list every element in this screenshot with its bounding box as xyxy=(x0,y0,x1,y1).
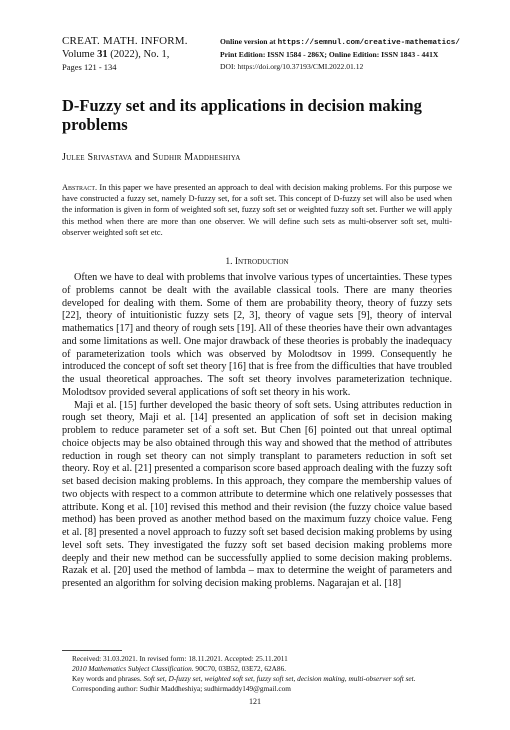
online-label: Online version at xyxy=(220,37,278,46)
paragraph: Maji et al. [15] further developed the basic theory of soft sets. Using attributes reduction in rough set theory, Maji et al. [14] presented an application of soft set in decision making problem to reduce parameter set of a soft set. But Chen [6] pointed out that unreal optimal choice objects may be also obtained through this way and showed that the method of attributes reduction in rough set theory can not simply transplant to parameters reduction in soft set theory. Roy et al. [21] presented a comparison score based approach dealing with the fuzzy soft set based decision making problems. In this approach, they compare the membership values of two objects with respect to a common attribute to determine which one relatively possesses that attribute. Kong et al. [10] revised this method and their revision (the fuzzy choice value based method) has been proved as another method based on the maximum fuzzy choice value. Feng et al. [8] presented a novel approach to fuzzy soft set based decision making problems by using level soft sets. They investigated the fuzzy soft set based decision making problems more deeply and their new method can be successfully applied to some decision making problems. Razak et al. [20] used the method of lambda – max to determine the weight of parameters and presented an algorithm for solving decision making problems. Nagarajan et al. [18] xyxy=(62,399,452,589)
author-1: Julee Srivastava xyxy=(62,152,133,163)
section-heading: 1. Introduction xyxy=(225,257,289,267)
abstract-text: In this paper we have presented an approach to deal with decision making problems. For this purpose we have constructed a fuzzy set, namely D-fuzzy set, for a soft set. This concept of D-fuzzy set will also be used when the information is given in form of weighted soft set, fuzzy soft set or weighted fuzzy soft set. Further we will apply this method when there are more than one observer. We will define such sets as multi-observer soft set, multi-observer weighted soft set etc. xyxy=(62,183,452,237)
publication-info xyxy=(220,36,470,73)
issn-line: Print Edition: ISSN 1584 - 286X; Online Edition: ISSN 1843 - 441X xyxy=(220,50,439,59)
online-url[interactable]: https://semnul.com/creative-mathematics/ xyxy=(277,39,460,47)
journal-info xyxy=(62,35,212,74)
footnote-rule xyxy=(62,650,122,651)
msc-classification: 2010 Mathematics Subject Classification. 90C70, 03B52, 03E72, 62A86. xyxy=(72,664,287,673)
page-number: 121 xyxy=(249,697,261,706)
author-line xyxy=(62,152,452,163)
paper-title: D-Fuzzy set and its applications in decision making problems xyxy=(62,96,422,134)
footnotes xyxy=(62,654,452,694)
volume-number: 31 xyxy=(97,49,108,60)
journal-name: CREAT. MATH. INFORM. xyxy=(62,35,188,47)
received-dates: Received: 31.03.2021. In revised form: 18.11.2021. Accepted: 25.11.2011 xyxy=(72,654,288,663)
volume-suffix: (2022), No. 1, xyxy=(107,49,170,60)
corresponding-author: Corresponding author: Sudhir Maddheshiya; sudhirmaddy149@gmail.com xyxy=(72,684,291,693)
online-version xyxy=(220,36,470,49)
volume-line xyxy=(62,48,212,61)
page-range: Pages 121 - 134 xyxy=(62,62,117,72)
abstract-heading: Abstract. xyxy=(62,183,98,192)
keywords: Key words and phrases. Soft set, D-fuzzy set, weighted soft set, fuzzy soft set, decision making, multi-observer soft set. xyxy=(72,674,416,683)
body-text xyxy=(62,272,452,591)
doi-line[interactable]: DOI: https://doi.org/10.37193/CMI.2022.01.12 xyxy=(220,62,364,71)
volume-prefix: Volume xyxy=(62,49,98,60)
author-2: Sudhir Maddheshiya xyxy=(152,152,241,163)
abstract xyxy=(62,182,452,238)
author-conjunction: and xyxy=(132,152,153,163)
paragraph: Often we have to deal with problems that involve various types of uncertainties. These types of problems cannot be dealt with the available classical tools. There are many theories developed for dealing with them. Some of them are probability theory, theory of fuzzy sets [22], theory of intuitionistic fuzzy sets [2, 3], theory of vague sets [9], theory of interval mathematics [17] and theory of rough sets [19]. All of these theories have their own advantages and some limitations as well. One major drawback of these theories is probably the inadequacy of parameterization tools which was observed by Molodtsov in 1999. Consequently he introduced the concept of soft set theory [16] that is free from the difficulties that have troubled the usual theoretical approaches. The soft set theory involves parameterization technique. Molodtsov provided several applications of soft set theory in his work. xyxy=(62,272,452,398)
